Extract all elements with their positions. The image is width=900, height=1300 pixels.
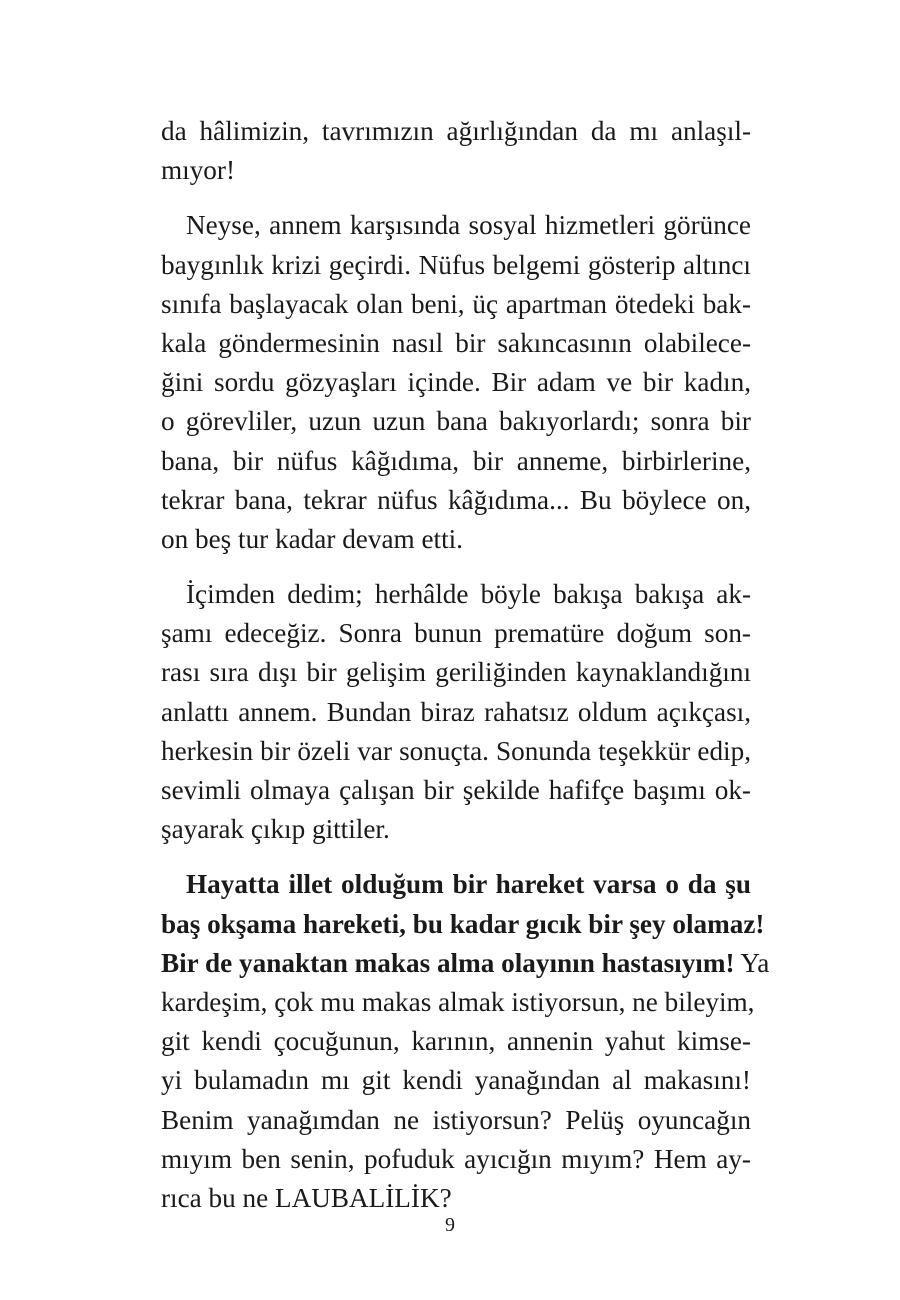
paragraph-3 [161, 575, 751, 849]
text-line: İçimden dedim; herhâlde böyle bakışa bakışa ak- [186, 579, 751, 610]
text-line: o görevliler, uzun uzun bana bakıyorlardı; sonra bir [161, 406, 751, 437]
paragraph-2 [161, 206, 751, 559]
text-line: kardeşim, çok mu makas almak istiyorsun, ne bileyim, [161, 986, 755, 1017]
text-line: rıca bu ne LAUBALİLİK? [161, 1182, 452, 1213]
text-line: şayarak çıkıp gittiler. [161, 814, 390, 845]
text-line: anlattı annem. Bundan biraz rahatsız oldum açıkçası, [161, 696, 751, 727]
text-line: mıyım ben senin, pofuduk ayıcığın mıyım? Hem ay- [161, 1143, 751, 1174]
text-line: sınıfa başlayacak olan beni, üç apartman ötedeki bak- [161, 288, 751, 319]
bold-text-line: baş okşama hareketi, bu kadar gıcık bir şey olamaz! [161, 908, 765, 939]
text-line: şamı edeceğiz. Sonra bunun prematüre doğum son- [161, 618, 751, 649]
page-number: 9 [445, 1214, 455, 1236]
text-line: da hâlimizin, tavrımızın ağırlığından da mı anlaşıl- [161, 116, 751, 146]
text-line: on beş tur kadar devam etti. [161, 523, 463, 554]
text-line: tekrar bana, tekrar nüfus kâğıdıma... Bu böylece on, [161, 484, 751, 515]
text-line: rası sıra dışı bir gelişim geriliğinden kaynaklandığını [161, 657, 751, 688]
text-line: ğini sordu gözyaşları içinde. Bir adam ve bir kadın, [161, 367, 751, 398]
bold-text-line: Hayatta illet olduğum bir hareket varsa o da şu [186, 869, 751, 900]
text-line: baygınlık krizi geçirdi. Nüfus belgemi gösterip altıncı [161, 249, 751, 280]
bold-phrase: Bir de yanaktan makas alma olayının hastasıyım! [161, 947, 735, 978]
text-line: Benim yanağımdan ne istiyorsun? Pelüş oyuncağın [161, 1104, 751, 1135]
regular-phrase: Ya [734, 947, 770, 978]
body-text [161, 112, 770, 1218]
text-line: herkesin bir özeli var sonuçta. Sonunda teşekkür edip, [161, 735, 751, 766]
paragraph-4 [161, 865, 770, 1218]
text-line: mıyor! [161, 155, 235, 186]
mixed-text-line [161, 944, 770, 983]
text-line: kala göndermesinin nasıl bir sakıncasının olabilece- [161, 327, 751, 358]
text-line: Neyse, annem karşısında sosyal hizmetleri görünce [186, 210, 751, 241]
text-line: sevimli olmaya çalışan bir şekilde hafifçe başımı ok- [161, 775, 751, 805]
text-line: git kendi çocuğunun, karının, annenin yahut kimse- [161, 1026, 751, 1057]
text-line: bana, bir nüfus kâğıdıma, bir anneme, birbirlerine, [161, 445, 751, 476]
paragraph-1 [161, 112, 751, 190]
text-line: yi bulamadın mı git kendi yanağından al makasını! [161, 1065, 751, 1096]
